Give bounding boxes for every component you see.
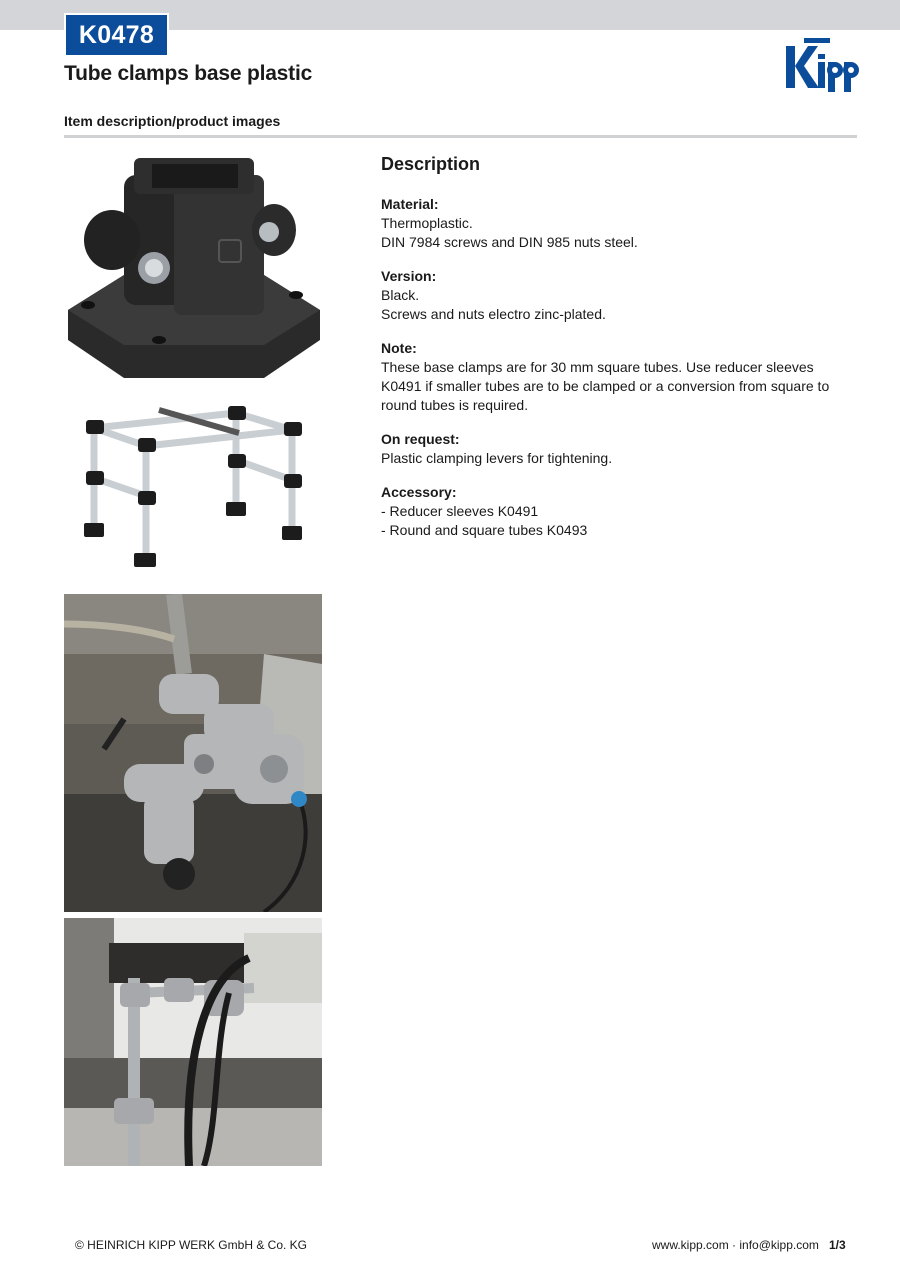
material-label: Material: xyxy=(381,196,439,212)
section-label: Item description/product images xyxy=(64,113,281,129)
description-heading: Description xyxy=(381,154,481,174)
accessory-item: - Round and square tubes K0493 xyxy=(381,522,588,538)
on-request-block xyxy=(381,430,851,468)
page-number: 1/3 xyxy=(829,1238,846,1252)
on-request-text: Plastic clamping levers for tightening. xyxy=(381,450,613,466)
accessory-label: Accessory: xyxy=(381,484,457,500)
page-title: Tube clamps base plastic xyxy=(64,62,313,85)
application-photo-machine-setup xyxy=(64,594,322,912)
product-photo-tube-frame xyxy=(64,388,322,583)
version-line: Black. xyxy=(381,287,420,303)
accessory-item: - Reducer sleeves K0491 xyxy=(381,503,539,519)
material-line: Thermoplastic. xyxy=(381,215,473,231)
product-code-badge: K0478 xyxy=(64,13,169,57)
accessory-block xyxy=(381,483,851,540)
footer-contact[interactable]: www.kipp.com · info@kipp.com xyxy=(652,1238,819,1252)
version-label: Version: xyxy=(381,268,437,284)
note-label: Note: xyxy=(381,340,417,356)
note-block xyxy=(381,339,851,415)
on-request-label: On request: xyxy=(381,431,460,447)
material-line: DIN 7984 screws and DIN 985 nuts steel. xyxy=(381,234,638,250)
version-line: Screws and nuts electro zinc-plated. xyxy=(381,306,606,322)
note-text: These base clamps are for 30 mm square tubes. Use reducer sleeves K0491 if smaller tubes are to be clamped or a conversion from square to round tubes is required. xyxy=(381,359,830,413)
kipp-logo xyxy=(784,36,860,92)
version-block xyxy=(381,267,851,324)
footer-copyright: © HEINRICH KIPP WERK GmbH & Co. KG xyxy=(75,1238,307,1252)
description-panel xyxy=(381,153,851,555)
material-block xyxy=(381,195,851,252)
application-photo-sensor-mount xyxy=(64,918,322,1166)
section-divider xyxy=(64,135,857,138)
product-photo-base-clamp xyxy=(64,150,322,382)
